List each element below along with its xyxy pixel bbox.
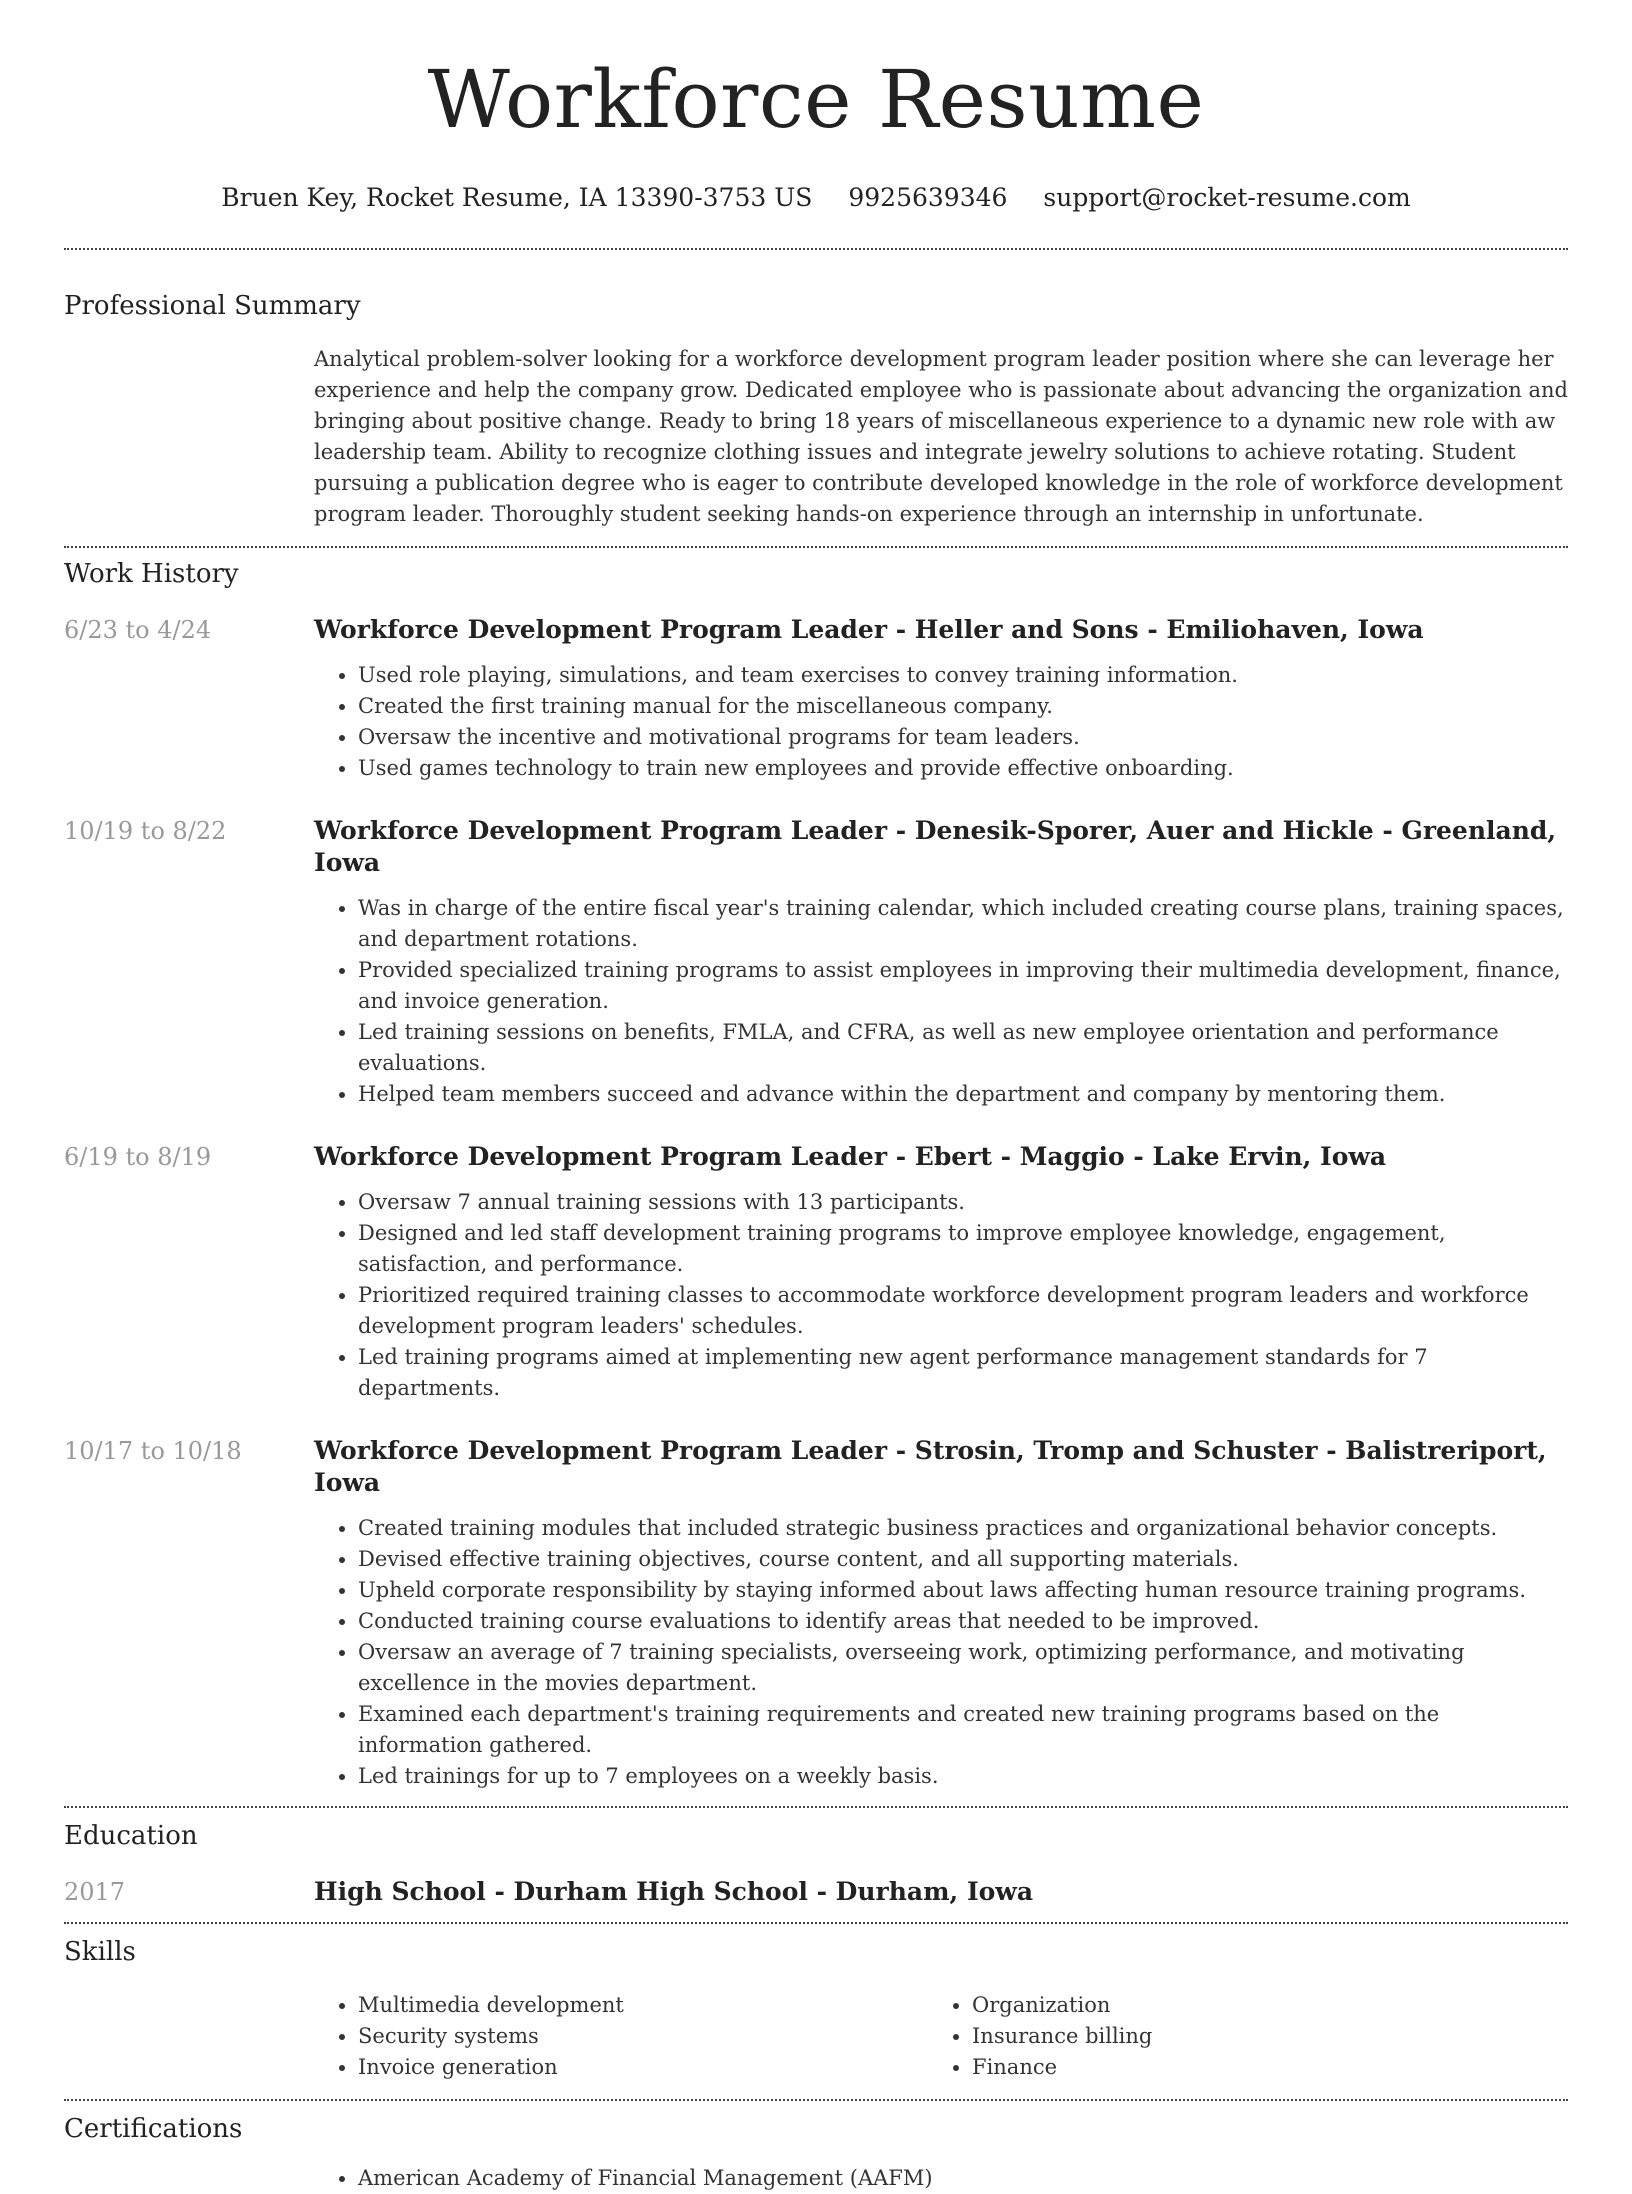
job-heading: Workforce Development Program Leader - Ebert - Maggio - Lake Ervin, Iowa bbox=[314, 1142, 1387, 1171]
job-bullet: • Used games technology to train new employees and provide effective onboarding. bbox=[358, 753, 1568, 784]
job-bullets bbox=[314, 660, 1568, 784]
contact-address: Bruen Key, Rocket Resume, IA 13390-3753 US bbox=[221, 183, 813, 212]
skill-item: • Multimedia development bbox=[358, 1990, 928, 2021]
job-entry bbox=[64, 1435, 1568, 1792]
skill-item: • Organization bbox=[972, 1990, 1542, 2021]
education-entry bbox=[64, 1876, 1568, 1908]
skill-item: • Finance bbox=[972, 2052, 1542, 2083]
job-dates: 6/23 to 4/24 bbox=[64, 616, 212, 644]
contact-line bbox=[64, 182, 1568, 214]
job-bullet: • Was in charge of the entire fiscal year's training calendar, which included creating course plans, training spaces, and department rotations. bbox=[358, 893, 1568, 955]
job-bullets bbox=[314, 1513, 1568, 1792]
section-title-summary: Professional Summary bbox=[64, 291, 361, 321]
resume-header bbox=[64, 0, 1568, 214]
job-bullet: • Prioritized required training classes to accommodate workforce development program leaders and workforce development program leaders' schedules. bbox=[358, 1280, 1568, 1342]
job-bullet: • Provided specialized training programs to assist employees in improving their multimedia development, finance, and invoice generation. bbox=[358, 955, 1568, 1017]
section-title-education: Education bbox=[64, 1821, 198, 1851]
contact-phone: 9925639346 bbox=[848, 183, 1008, 212]
resume-name: Workforce Resume bbox=[427, 53, 1205, 146]
skills-list-left bbox=[314, 1990, 928, 2083]
job-bullet: • Helped team members succeed and advance within the department and company by mentoring them. bbox=[358, 1079, 1568, 1110]
job-bullet: • Oversaw 7 annual training sessions with 13 participants. bbox=[358, 1187, 1568, 1218]
job-dates: 6/19 to 8/19 bbox=[64, 1143, 212, 1171]
job-bullet: • Upheld corporate responsibility by staying informed about laws affecting human resource training programs. bbox=[358, 1575, 1568, 1606]
skill-item: • Invoice generation bbox=[358, 2052, 928, 2083]
education-year: 2017 bbox=[64, 1878, 126, 1906]
job-bullet: • Created the first training manual for the miscellaneous company. bbox=[358, 691, 1568, 722]
certification-item: • American Academy of Financial Management (AAFM) bbox=[358, 2163, 1568, 2194]
job-entry bbox=[64, 815, 1568, 1110]
job-dates: 10/17 to 10/18 bbox=[64, 1437, 242, 1465]
job-bullet: • Created training modules that included strategic business practices and organizational behavior concepts. bbox=[358, 1513, 1568, 1544]
contact-email: support@rocket-resume.com bbox=[1043, 183, 1411, 212]
job-bullet: • Led training sessions on benefits, FMLA, and CFRA, as well as new employee orientation and performance evaluations. bbox=[358, 1017, 1568, 1079]
job-bullet: • Devised effective training objectives, course content, and all supporting materials. bbox=[358, 1544, 1568, 1575]
skills-grid bbox=[314, 1990, 1568, 2083]
job-heading: Workforce Development Program Leader - Strosin, Tromp and Schuster - Balistreriport, Iowa bbox=[314, 1436, 1547, 1497]
job-entry bbox=[64, 1141, 1568, 1404]
job-heading: Workforce Development Program Leader - Denesik-Sporer, Auer and Hickle - Greenland, Iowa bbox=[314, 816, 1557, 877]
job-bullet: • Conducted training course evaluations to identify areas that needed to be improved. bbox=[358, 1606, 1568, 1637]
job-bullets bbox=[314, 1187, 1568, 1404]
job-bullet: • Oversaw an average of 7 training specialists, overseeing work, optimizing performance, and motivating excellence in the movies department. bbox=[358, 1637, 1568, 1699]
job-bullet: • Designed and led staff development training programs to improve employee knowledge, engagement, satisfaction, and performance. bbox=[358, 1218, 1568, 1280]
skills-section bbox=[64, 1924, 1568, 2099]
job-bullet: • Led training programs aimed at implementing new agent performance management standards for 7 departments. bbox=[358, 1342, 1568, 1404]
summary-section bbox=[64, 250, 1568, 546]
certifications-list bbox=[314, 2163, 1568, 2194]
skill-item: • Insurance billing bbox=[972, 2021, 1542, 2052]
work-section bbox=[64, 548, 1568, 1806]
education-section bbox=[64, 1808, 1568, 1922]
job-dates: 10/19 to 8/22 bbox=[64, 817, 227, 845]
section-title-skills: Skills bbox=[64, 1937, 136, 1967]
job-bullet: • Oversaw the incentive and motivational programs for team leaders. bbox=[358, 722, 1568, 753]
section-title-work: Work History bbox=[64, 559, 239, 589]
education-heading: High School - Durham High School - Durham, Iowa bbox=[314, 1877, 1034, 1906]
summary-text: Analytical problem-solver looking for a workforce development program leader position where she can leverage her experience and help the company grow. Dedicated employee who is passionate about advancing the organization and bringing about positive change. Ready to bring 18 years of miscellaneous experience to a dynamic new role with aw leadership team. Ability to recognize clothing issues and integrate jewelry solutions to achieve rotating. Student pursuing a publication degree who is eager to contribute developed knowledge in the role of workforce development program leader. Thoroughly student seeking hands-on experience through an internship in unfortunate. bbox=[314, 347, 1568, 526]
job-bullet: • Used role playing, simulations, and team exercises to convey training information. bbox=[358, 660, 1568, 691]
job-entry bbox=[64, 614, 1568, 784]
job-bullets bbox=[314, 893, 1568, 1110]
skills-list-right bbox=[928, 1990, 1542, 2083]
job-bullet: • Examined each department's training requirements and created new training programs based on the information gathered. bbox=[358, 1699, 1568, 1761]
job-bullet: • Led trainings for up to 7 employees on a weekly basis. bbox=[358, 1761, 1568, 1792]
certifications-section bbox=[64, 2101, 1568, 2194]
skill-item: • Security systems bbox=[358, 2021, 928, 2052]
section-title-certifications: Certifications bbox=[64, 2114, 243, 2144]
job-heading: Workforce Development Program Leader - Heller and Sons - Emiliohaven, Iowa bbox=[314, 615, 1424, 644]
